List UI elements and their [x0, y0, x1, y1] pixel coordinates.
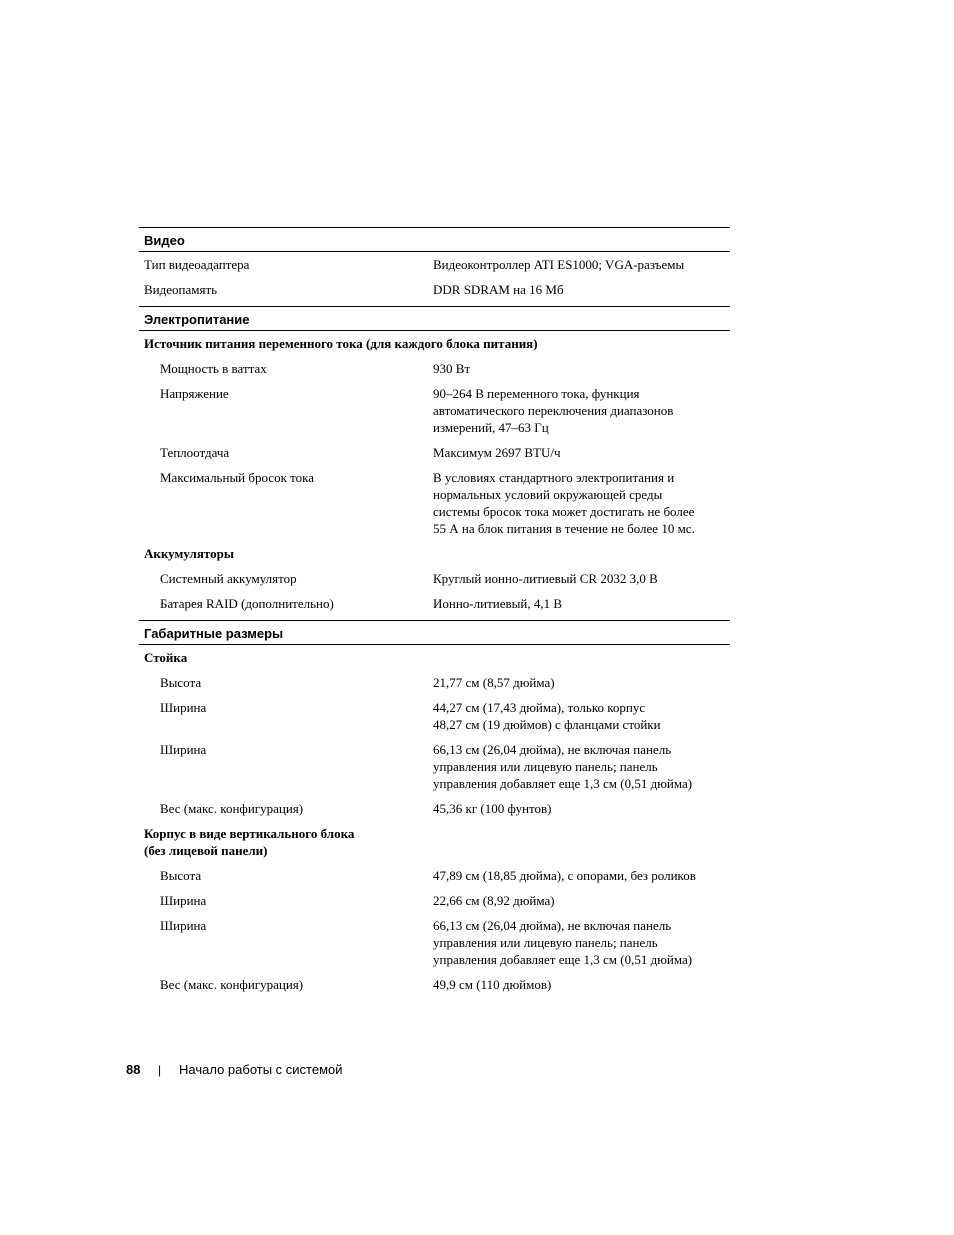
- spec-row: [139, 796, 730, 821]
- spec-row: [139, 972, 730, 997]
- spec-label: Теплоотдача: [160, 445, 230, 460]
- spec-label: Вес (макс. конфигурация): [160, 977, 304, 992]
- spec-row: [139, 465, 730, 541]
- spec-label: Ширина: [160, 700, 207, 715]
- spec-label: Ширина: [160, 893, 207, 908]
- spec-label: Системный аккумулятор: [160, 571, 297, 586]
- spec-row: [139, 440, 730, 465]
- spec-row: [139, 737, 730, 796]
- spec-row: [139, 670, 730, 695]
- spec-row: [139, 591, 730, 616]
- subheading-rack: Стойка: [144, 650, 188, 665]
- spec-label: Максимальный бросок тока: [160, 470, 315, 485]
- subheading-batteries: Аккумуляторы: [144, 546, 234, 561]
- spec-value: 21,77 см (8,57 дюйма): [433, 675, 555, 690]
- subheading-tower-chassis: Корпус в виде вертикального блока (без лицевой панели): [144, 826, 355, 858]
- spec-value: 49,9 см (110 дюймов): [433, 977, 552, 992]
- spec-row: [139, 695, 730, 737]
- spec-label: Батарея RAID (дополнительно): [160, 596, 334, 611]
- spec-row: [139, 888, 730, 913]
- subheading-ac-power-supply: Источник питания переменного тока (для каждого блока питания): [144, 336, 538, 351]
- spec-value: Ионно-литиевый, 4,1 В: [433, 596, 562, 611]
- section-heading-video: Видео: [139, 227, 730, 252]
- spec-label: Ширина: [160, 742, 207, 757]
- spec-label: Мощность в ваттах: [160, 361, 267, 376]
- spec-value: 90–264 В переменного тока, функция автоматического переключения диапазонов измерений, 47–63 Гц: [433, 386, 674, 435]
- spec-label: Напряжение: [160, 386, 229, 401]
- page-number: 88: [126, 1062, 141, 1077]
- spec-row: [139, 381, 730, 440]
- spec-label: Вес (макс. конфигурация): [160, 801, 304, 816]
- spec-row: [139, 277, 730, 302]
- specifications-table: [139, 227, 730, 997]
- spec-value: В условиях стандартного электропитания и нормальных условий окружающей среды системы бросок тока может достигать не более 55 А на блок питания в течение не более 10 мс.: [433, 470, 695, 536]
- spec-value: 66,13 см (26,04 дюйма), не включая панель управления или лицевую панель; панель управления добавляет еще 1,3 см (0,51 дюйма): [433, 742, 693, 791]
- spec-value: 22,66 см (8,92 дюйма): [433, 893, 555, 908]
- spec-value: Максимум 2697 BTU/ч: [433, 445, 561, 460]
- page-footer: [126, 1061, 343, 1079]
- spec-label: Тип видеоадаптера: [144, 257, 250, 272]
- footer-separator: |: [158, 1063, 162, 1077]
- spec-label: Ширина: [160, 918, 207, 933]
- spec-row: [139, 566, 730, 591]
- spec-value: 44,27 см (17,43 дюйма), только корпус 48,27 см (19 дюймов) с фланцами стойки: [433, 700, 661, 732]
- spec-value: Круглый ионно-литиевый CR 2032 3,0 В: [433, 571, 658, 586]
- spec-value: 45,36 кг (100 фунтов): [433, 801, 552, 816]
- spec-value: DDR SDRAM на 16 Мб: [433, 282, 564, 297]
- spec-value: 930 Вт: [433, 361, 471, 376]
- spec-row: [139, 913, 730, 972]
- spec-label: Высота: [160, 868, 202, 883]
- spec-value: Видеоконтроллер ATI ES1000; VGA-разъемы: [433, 257, 685, 272]
- section-heading-power: Электропитание: [139, 306, 730, 331]
- spec-row: [139, 252, 730, 277]
- spec-label: Видеопамять: [144, 282, 218, 297]
- spec-value: 47,89 см (18,85 дюйма), с опорами, без роликов: [433, 868, 696, 883]
- spec-row: [139, 356, 730, 381]
- footer-title: Начало работы с системой: [179, 1062, 343, 1077]
- spec-label: Высота: [160, 675, 202, 690]
- spec-row: [139, 863, 730, 888]
- spec-value: 66,13 см (26,04 дюйма), не включая панель управления или лицевую панель; панель управления добавляет еще 1,3 см (0,51 дюйма): [433, 918, 693, 967]
- section-heading-dimensions: Габаритные размеры: [139, 620, 730, 645]
